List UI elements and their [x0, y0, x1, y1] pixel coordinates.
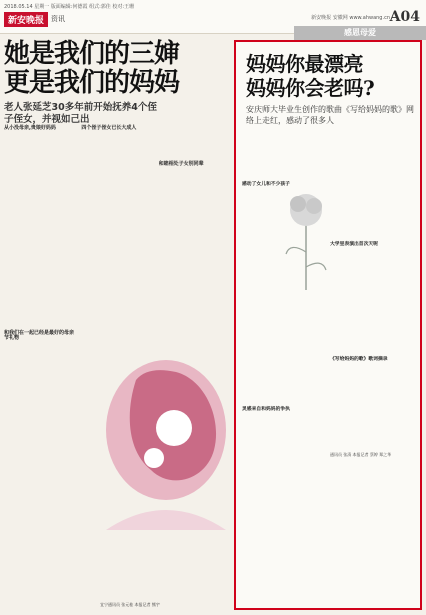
left-headline-line1: 她是我们的三婶 [4, 39, 180, 69]
right-body-col2 [330, 152, 414, 604]
left-body-col1 [4, 122, 77, 607]
right-subhead: 安庆师大毕业生创作的歌曲《写给妈妈的歌》网络上走红，感动了很多人 [246, 105, 414, 125]
right-crosshead-3: 灵感来自和妈妈的争执 [242, 407, 290, 412]
paper-logo: 新安晚报 [4, 12, 48, 27]
left-byline: 宜宁通讯员 张元桂 本报记者 熊宇 [100, 602, 160, 607]
paper-section: 资讯 [51, 15, 66, 23]
right-article [234, 40, 422, 610]
left-crosshead-2: 四个侄子侄女已长大成人 [81, 125, 137, 131]
site-label: 新安晚报 安徽网 www.ahwang.cn [311, 15, 390, 21]
left-subhead-line1: 老人张延芝30多年前开始抚养4个侄 [4, 102, 157, 113]
mother-child-illustration [96, 340, 236, 540]
right-byline: 通讯员 张清 本报记者 蔡婷 郑之华 [330, 452, 392, 457]
page-number: A04 [389, 9, 420, 25]
masthead [4, 12, 65, 26]
left-crosshead-1: 从小没母亲,贵娘好妈妈 [4, 125, 56, 131]
right-crosshead-2: 大学里表演出首次天呢 [330, 242, 378, 247]
left-article [4, 40, 232, 612]
left-crosshead-3: 和我们在一起已经是最好的母亲节礼物 [4, 330, 75, 341]
issue-meta: 2018.05.14 星期一 版面编辑:何德霞 组式:郭佳 校对:王珊 [4, 4, 135, 10]
left-crosshead-4: 和睦相处子女别同辈 [158, 161, 204, 167]
carnation-illustration [276, 182, 336, 292]
section-tab: 感恩母爱 [294, 26, 426, 40]
right-crosshead-1: 感动了女儿和不少孩子 [242, 182, 290, 187]
right-headline-line2: 妈妈你会老吗? [246, 76, 375, 100]
right-crosshead-4: 《写给妈妈的歌》歌词摘录 [330, 357, 388, 362]
left-headline-line2: 更是我们的妈妈 [4, 68, 180, 98]
right-headline-line1: 妈妈你最漂亮 [246, 52, 363, 76]
left-subhead-line2: 子侄女，并视如己出 [4, 114, 90, 125]
